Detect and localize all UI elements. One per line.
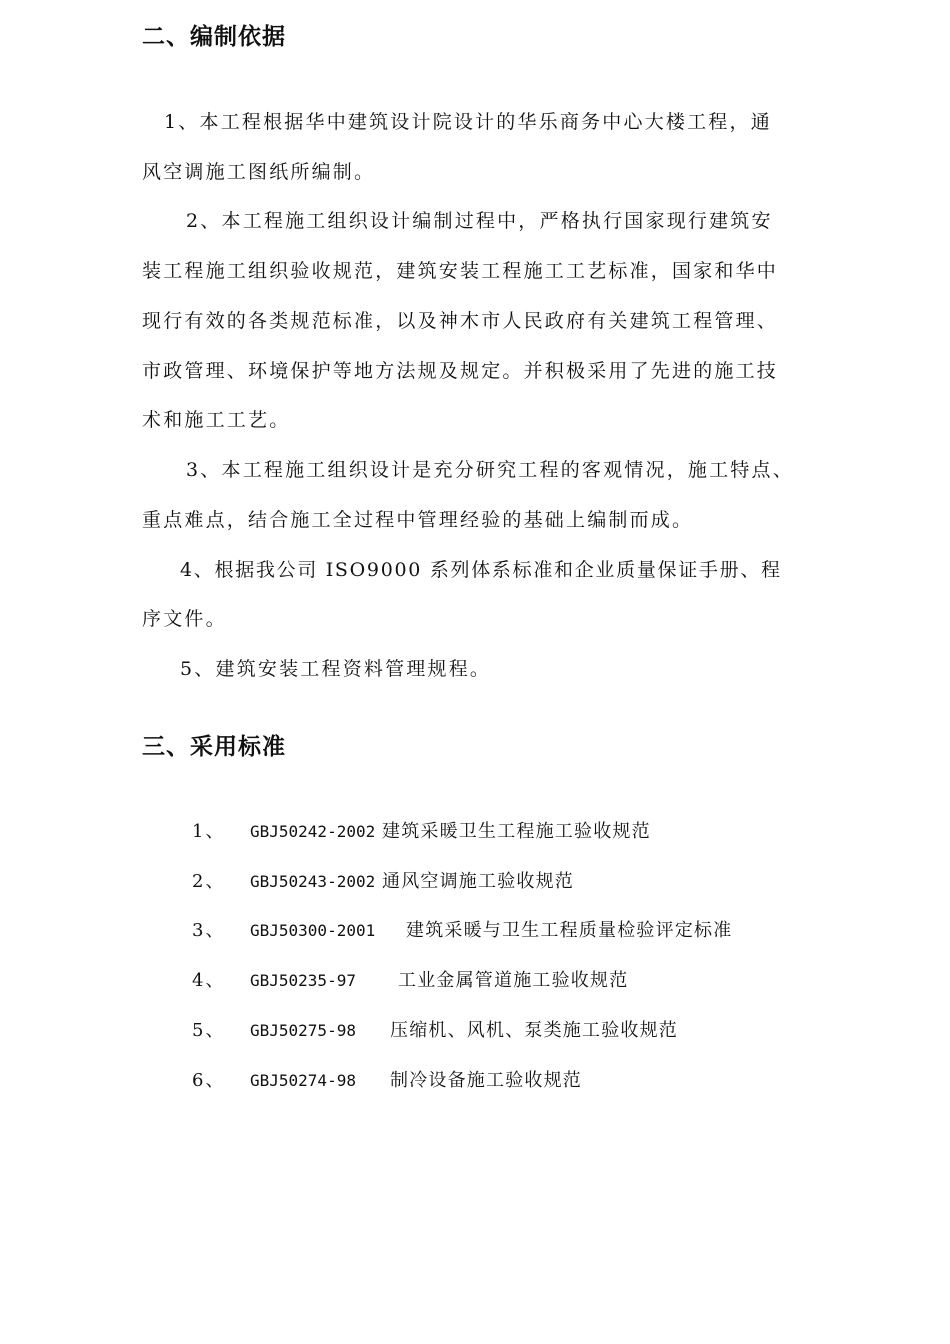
standard-title: 通风空调施工验收规范: [382, 871, 574, 892]
standard-code: GBJ50274-98: [250, 1071, 356, 1090]
paragraph-line: 2、本工程施工组织设计编制过程中，严格执行国家现行建筑安: [186, 210, 773, 232]
standard-row: [0, 969, 950, 995]
paragraph-line: 3、本工程施工组织设计是充分研究工程的客观情况，施工特点、: [186, 459, 794, 481]
standard-code: GBJ50300-2001: [250, 921, 376, 940]
paragraph-line: 风空调施工图纸所编制。: [142, 161, 376, 183]
paragraph-line: 1、本工程根据华中建筑设计院设计的华乐商务中心大楼工程，通: [164, 111, 772, 133]
standard-code: GBJ50275-98: [250, 1021, 356, 1040]
section-heading-standards: 三、采用标准: [142, 734, 286, 760]
standard-number: 5、: [192, 1020, 226, 1041]
paragraph-line: 装工程施工组织验收规范，建筑安装工程施工工艺标准，国家和华中: [142, 260, 779, 282]
standard-row: [0, 919, 950, 945]
standard-row: [0, 1019, 950, 1045]
standard-title: 工业金属管道施工验收规范: [398, 970, 629, 991]
standard-code: GBJ50243-2002: [250, 872, 376, 891]
standard-row: [0, 870, 950, 896]
standard-title: 建筑采暖与卫生工程质量检验评定标准: [406, 920, 733, 941]
paragraph-line: 4、根据我公司 ISO9000 系列体系标准和企业质量保证手册、程: [180, 559, 782, 581]
standard-code: GBJ50242-2002: [250, 822, 376, 841]
standard-title: 压缩机、风机、泵类施工验收规范: [390, 1020, 678, 1041]
standard-number: 4、: [192, 970, 226, 991]
paragraph-line: 序文件。: [142, 608, 227, 630]
standard-row: [0, 820, 950, 846]
standard-row: [0, 1069, 950, 1095]
paragraph-line: 市政管理、环境保护等地方法规及规定。并积极采用了先进的施工技: [142, 360, 779, 382]
paragraph-line: 重点难点，结合施工全过程中管理经验的基础上编制而成。: [142, 509, 694, 531]
paragraph-line: 术和施工工艺。: [142, 409, 291, 431]
standard-number: 3、: [192, 920, 226, 941]
paragraph-line: 5、建筑安装工程资料管理规程。: [180, 658, 492, 680]
standard-number: 2、: [192, 871, 226, 892]
paragraph-line: 现行有效的各类规范标准，以及神木市人民政府有关建筑工程管理、: [142, 310, 779, 332]
standard-code: GBJ50235-97: [250, 971, 356, 990]
standard-number: 6、: [192, 1070, 226, 1091]
standard-number: 1、: [192, 821, 226, 842]
section-heading-basis: 二、编制依据: [142, 24, 286, 50]
standard-title: 建筑采暖卫生工程施工验收规范: [382, 821, 651, 842]
standard-title: 制冷设备施工验收规范: [390, 1070, 582, 1091]
